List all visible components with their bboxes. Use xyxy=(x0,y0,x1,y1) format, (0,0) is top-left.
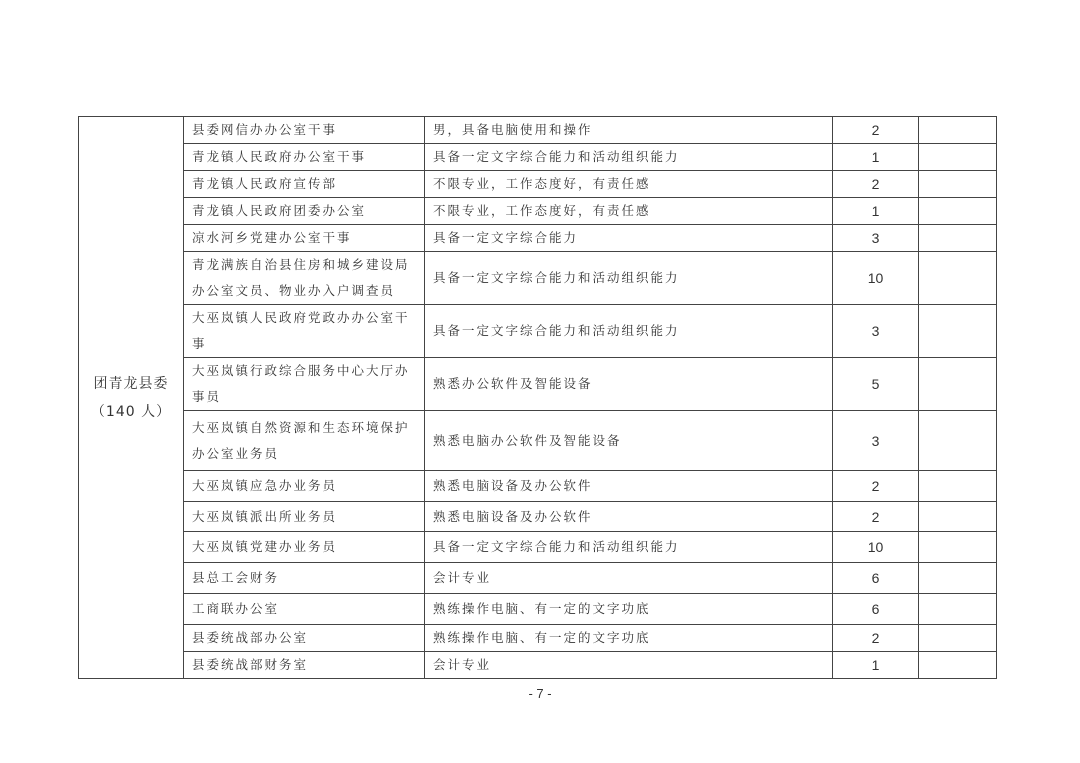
requirement-cell: 具备一定文字综合能力 xyxy=(425,225,833,252)
table-row xyxy=(79,652,997,679)
table-row xyxy=(79,502,997,532)
table-row xyxy=(79,563,997,594)
requirement-cell: 会计专业 xyxy=(425,563,833,594)
table-row xyxy=(79,471,997,502)
empty-cell xyxy=(919,594,997,625)
empty-cell xyxy=(919,305,997,358)
empty-cell xyxy=(919,171,997,198)
count-cell: 2 xyxy=(833,171,919,198)
unit-count: （140 人） xyxy=(90,403,172,420)
count-cell: 3 xyxy=(833,411,919,471)
position-cell: 大巫岚镇应急办业务员 xyxy=(184,471,425,502)
empty-cell xyxy=(919,625,997,652)
empty-cell xyxy=(919,411,997,471)
positions-table xyxy=(78,116,997,679)
requirement-cell: 不限专业，工作态度好，有责任感 xyxy=(425,198,833,225)
requirement-cell: 熟练操作电脑、有一定的文字功底 xyxy=(425,594,833,625)
count-cell: 6 xyxy=(833,594,919,625)
position-cell: 大巫岚镇人民政府党政办办公室干事 xyxy=(184,305,425,358)
requirement-cell: 熟练操作电脑、有一定的文字功底 xyxy=(425,625,833,652)
requirement-cell: 会计专业 xyxy=(425,652,833,679)
table-row xyxy=(79,411,997,471)
requirement-cell: 熟悉电脑设备及办公软件 xyxy=(425,502,833,532)
count-cell: 5 xyxy=(833,358,919,411)
empty-cell xyxy=(919,652,997,679)
count-cell: 1 xyxy=(833,144,919,171)
unit-cell xyxy=(79,117,184,679)
table-row xyxy=(79,198,997,225)
empty-cell xyxy=(919,502,997,532)
count-cell: 6 xyxy=(833,563,919,594)
position-cell: 青龙满族自治县住房和城乡建设局办公室文员、物业办入户调查员 xyxy=(184,252,425,305)
table-row xyxy=(79,532,997,563)
position-cell: 凉水河乡党建办公室干事 xyxy=(184,225,425,252)
count-cell: 2 xyxy=(833,117,919,144)
position-cell: 县委网信办办公室干事 xyxy=(184,117,425,144)
requirement-cell: 具备一定文字综合能力和活动组织能力 xyxy=(425,532,833,563)
requirement-cell: 具备一定文字综合能力和活动组织能力 xyxy=(425,252,833,305)
table-row xyxy=(79,171,997,198)
table-row xyxy=(79,252,997,305)
count-cell: 2 xyxy=(833,471,919,502)
count-cell: 3 xyxy=(833,305,919,358)
position-cell: 县委统战部财务室 xyxy=(184,652,425,679)
table-row xyxy=(79,358,997,411)
requirement-cell: 熟悉办公软件及智能设备 xyxy=(425,358,833,411)
count-cell: 3 xyxy=(833,225,919,252)
table-row xyxy=(79,225,997,252)
empty-cell xyxy=(919,117,997,144)
requirement-cell: 男，具备电脑使用和操作 xyxy=(425,117,833,144)
empty-cell xyxy=(919,225,997,252)
empty-cell xyxy=(919,198,997,225)
requirement-cell: 不限专业，工作态度好，有责任感 xyxy=(425,171,833,198)
empty-cell xyxy=(919,532,997,563)
position-cell: 青龙镇人民政府宣传部 xyxy=(184,171,425,198)
table-row xyxy=(79,305,997,358)
requirement-cell: 熟悉电脑办公软件及智能设备 xyxy=(425,411,833,471)
requirement-cell: 具备一定文字综合能力和活动组织能力 xyxy=(425,305,833,358)
empty-cell xyxy=(919,252,997,305)
position-cell: 县总工会财务 xyxy=(184,563,425,594)
count-cell: 10 xyxy=(833,532,919,563)
count-cell: 10 xyxy=(833,252,919,305)
empty-cell xyxy=(919,144,997,171)
table-row xyxy=(79,594,997,625)
empty-cell xyxy=(919,563,997,594)
count-cell: 1 xyxy=(833,198,919,225)
position-cell: 大巫岚镇派出所业务员 xyxy=(184,502,425,532)
empty-cell xyxy=(919,358,997,411)
count-cell: 2 xyxy=(833,625,919,652)
page-number: - 7 - xyxy=(528,686,552,701)
position-cell: 工商联办公室 xyxy=(184,594,425,625)
position-cell: 县委统战部办公室 xyxy=(184,625,425,652)
position-cell: 大巫岚镇党建办业务员 xyxy=(184,532,425,563)
table-row xyxy=(79,625,997,652)
requirement-cell: 具备一定文字综合能力和活动组织能力 xyxy=(425,144,833,171)
unit-name: 团青龙县委 xyxy=(93,375,169,392)
table-row xyxy=(79,144,997,171)
requirement-cell: 熟悉电脑设备及办公软件 xyxy=(425,471,833,502)
count-cell: 2 xyxy=(833,502,919,532)
position-cell: 青龙镇人民政府办公室干事 xyxy=(184,144,425,171)
empty-cell xyxy=(919,471,997,502)
position-cell: 大巫岚镇行政综合服务中心大厅办事员 xyxy=(184,358,425,411)
table-row xyxy=(79,117,997,144)
position-cell: 青龙镇人民政府团委办公室 xyxy=(184,198,425,225)
position-cell: 大巫岚镇自然资源和生态环境保护办公室业务员 xyxy=(184,411,425,471)
count-cell: 1 xyxy=(833,652,919,679)
